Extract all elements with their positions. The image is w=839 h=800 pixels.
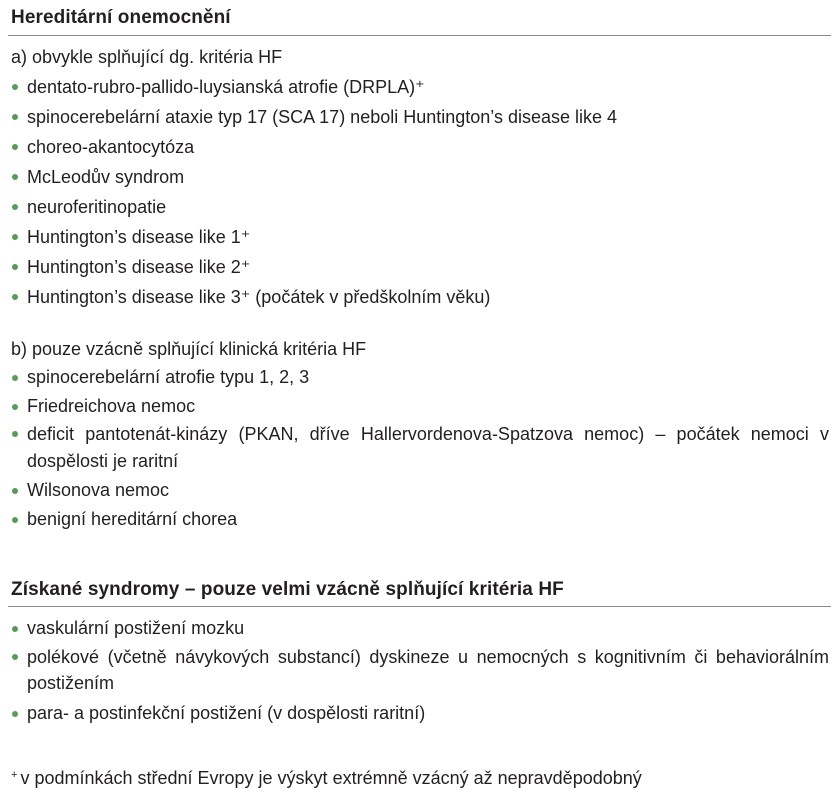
list-item: dentato-rubro-pallido-luysianská atrofie (DRPLA)⁺: [11, 72, 829, 102]
group-b-heading: b) pouze vzácně splňující klinická kritéria HF: [11, 339, 367, 359]
acquired-list: [11, 614, 829, 727]
group-b-list: [11, 363, 829, 533]
group-a-list: [11, 72, 829, 312]
bullet-icon: [12, 174, 18, 180]
list-item: deficit pantotenát-kinázy (PKAN, dříve Hallervordenova-Spatzova nemoc) – počátek nemoci v dospělosti je raritní: [11, 420, 829, 476]
bullet-icon: [12, 375, 18, 381]
section-divider-acquired: [8, 606, 831, 607]
bullet-icon: [12, 711, 18, 717]
bullet-icon: [12, 234, 18, 240]
list-item: McLeodův syndrom: [11, 162, 829, 192]
list-item: Huntington’s disease like 1⁺: [11, 222, 829, 252]
bullet-icon: [12, 488, 18, 494]
bullet-icon: [12, 264, 18, 270]
bullet-icon: [12, 626, 18, 632]
bullet-icon: [12, 114, 18, 120]
group-a-heading: a) obvykle splňující dg. kritéria HF: [11, 47, 283, 67]
list-item: Wilsonova nemoc: [11, 476, 829, 505]
footnote: [11, 763, 642, 790]
bullet-icon: [12, 431, 18, 437]
bullet-icon: [12, 404, 18, 410]
bullet-icon: [12, 84, 18, 90]
footnote-marker: +: [11, 769, 18, 781]
bullet-icon: [12, 204, 18, 210]
list-item: polékové (včetně návykových substancí) dyskineze u nemocných s kognitivním či behaviorálním postižením: [11, 643, 829, 699]
list-item: Friedreichova nemoc: [11, 392, 829, 421]
list-item: spinocerebelární ataxie typ 17 (SCA 17) neboli Huntington’s disease like 4: [11, 102, 829, 132]
list-item: benigní hereditární chorea: [11, 505, 829, 534]
footnote-text: v podmínkách střední Evropy je výskyt extrémně vzácný až nepravděpodobný: [20, 768, 642, 788]
list-item: vaskulární postižení mozku: [11, 614, 829, 643]
section-divider-hereditary: [8, 35, 831, 36]
list-item: Huntington’s disease like 2⁺: [11, 252, 829, 282]
bullet-icon: [12, 517, 18, 523]
bullet-icon: [12, 144, 18, 150]
list-item: para- a postinfekční postižení (v dospělosti raritní): [11, 699, 829, 728]
bullet-icon: [12, 654, 18, 660]
bullet-icon: [12, 294, 18, 300]
list-item: choreo-akantocytóza: [11, 132, 829, 162]
list-item: neuroferitinopatie: [11, 192, 829, 222]
list-item: spinocerebelární atrofie typu 1, 2, 3: [11, 363, 829, 392]
section-title-hereditary: Hereditární onemocnění: [11, 7, 231, 28]
section-title-acquired: Získané syndromy – pouze velmi vzácně splňující kritéria HF: [11, 579, 564, 600]
list-item: Huntington’s disease like 3⁺ (počátek v předškolním věku): [11, 282, 829, 312]
